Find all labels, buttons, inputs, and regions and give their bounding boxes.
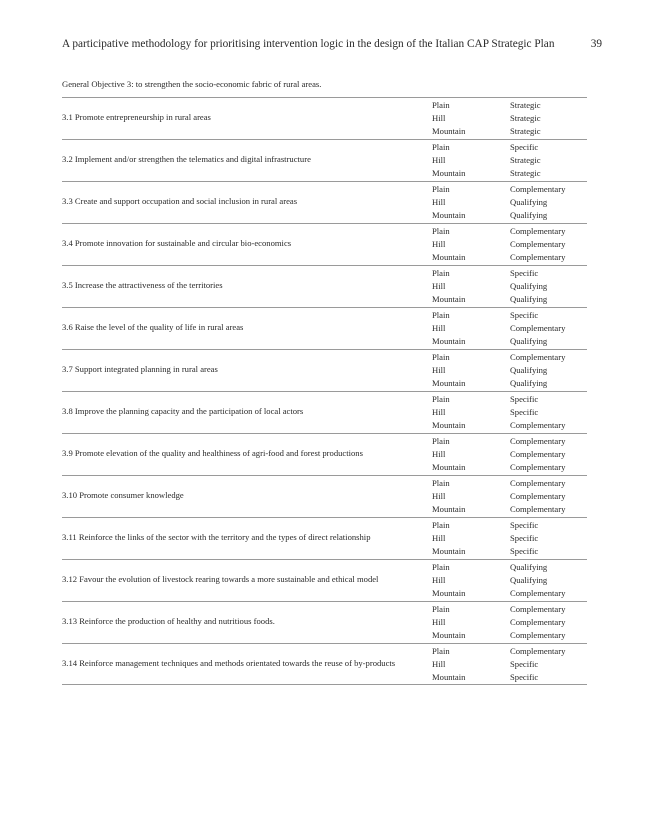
priority-level-cell: Specific [510, 310, 539, 320]
priority-level-cell: Specific [510, 659, 539, 669]
area-cell: Mountain [432, 294, 466, 304]
priority-level-cell: Complementary [510, 420, 566, 430]
area-cell: Mountain [432, 504, 466, 514]
specific-objective-cell: 3.10 Promote consumer knowledge [62, 490, 184, 500]
priority-level-cell: Complementary [510, 436, 566, 446]
priority-level-cell: Strategic [510, 100, 541, 110]
page-number: 39 [590, 38, 602, 50]
area-cell: Plain [432, 478, 450, 488]
area-cell: Plain [432, 100, 450, 110]
area-cell: Plain [432, 520, 450, 530]
area-cell: Plain [432, 352, 450, 362]
priority-level-cell: Specific [510, 268, 539, 278]
priority-level-cell: Qualifying [510, 365, 548, 375]
priority-level-cell: Specific [510, 407, 539, 417]
priority-level-cell: Specific [510, 142, 539, 152]
table-row [62, 643, 587, 685]
specific-objective-cell: 3.1 Promote entrepreneurship in rural areas [62, 112, 211, 122]
priority-level-cell: Complementary [510, 617, 566, 627]
priority-level-cell: Specific [510, 546, 539, 556]
table-row [62, 181, 587, 223]
table-row [62, 139, 587, 181]
priority-level-cell: Qualifying [510, 281, 548, 291]
area-cell: Mountain [432, 210, 466, 220]
priority-level-cell: Specific [510, 672, 539, 682]
priority-level-cell: Specific [510, 520, 539, 530]
priority-level-cell: Complementary [510, 462, 566, 472]
priority-level-cell: Complementary [510, 449, 566, 459]
specific-objective-cell: 3.14 Reinforce management techniques and methods orientated towards the reuse of by-products [62, 658, 396, 668]
specific-objective-cell: 3.13 Reinforce the production of healthy and nutritious foods. [62, 616, 275, 626]
area-cell: Hill [432, 575, 446, 585]
area-cell: Mountain [432, 462, 466, 472]
specific-objective-cell: 3.12 Favour the evolution of livestock rearing towards a more sustainable and ethical model [62, 574, 379, 584]
table-row [62, 433, 587, 475]
priority-level-cell: Strategic [510, 126, 541, 136]
priority-level-cell: Qualifying [510, 294, 548, 304]
area-cell: Hill [432, 281, 446, 291]
area-cell: Mountain [432, 672, 466, 682]
table-row [62, 475, 587, 517]
specific-objective-cell: 3.4 Promote innovation for sustainable and circular bio-economics [62, 238, 292, 248]
area-cell: Mountain [432, 126, 466, 136]
objectives-table [62, 97, 587, 685]
table-row [62, 223, 587, 265]
priority-level-cell: Qualifying [510, 197, 548, 207]
priority-level-cell: Complementary [510, 630, 566, 640]
priority-level-cell: Complementary [510, 352, 566, 362]
specific-objective-cell: 3.5 Increase the attractiveness of the territories [62, 280, 223, 290]
priority-level-cell: Qualifying [510, 562, 548, 572]
area-cell: Mountain [432, 588, 466, 598]
area-cell: Plain [432, 268, 450, 278]
priority-level-cell: Complementary [510, 491, 566, 501]
area-cell: Plain [432, 604, 450, 614]
table-row [62, 307, 587, 349]
priority-level-cell: Complementary [510, 588, 566, 598]
area-cell: Mountain [432, 378, 466, 388]
running-title: A participative methodology for prioritising intervention logic in the design of the Italian CAP Strategic Plan [62, 38, 555, 50]
table-row [62, 349, 587, 391]
area-cell: Plain [432, 184, 450, 194]
table-row [62, 391, 587, 433]
area-cell: Hill [432, 533, 446, 543]
area-cell: Plain [432, 436, 450, 446]
priority-level-cell: Qualifying [510, 378, 548, 388]
area-cell: Hill [432, 617, 446, 627]
priority-level-cell: Complementary [510, 646, 566, 656]
area-cell: Mountain [432, 546, 466, 556]
specific-objective-cell: 3.6 Raise the level of the quality of life in rural areas [62, 322, 244, 332]
priority-level-cell: Strategic [510, 168, 541, 178]
table-row [62, 517, 587, 559]
table-caption: General Objective 3: to strengthen the socio-economic fabric of rural areas. [62, 79, 322, 89]
area-cell: Plain [432, 394, 450, 404]
specific-objective-cell: 3.2 Implement and/or strengthen the telematics and digital infrastructure [62, 154, 311, 164]
area-cell: Plain [432, 226, 450, 236]
priority-level-cell: Complementary [510, 478, 566, 488]
area-cell: Mountain [432, 630, 466, 640]
table-row [62, 265, 587, 307]
priority-level-cell: Specific [510, 533, 539, 543]
table-row [62, 601, 587, 643]
area-cell: Hill [432, 491, 446, 501]
specific-objective-cell: 3.7 Support integrated planning in rural areas [62, 364, 218, 374]
area-cell: Hill [432, 113, 446, 123]
area-cell: Hill [432, 659, 446, 669]
area-cell: Plain [432, 562, 450, 572]
area-cell: Mountain [432, 336, 466, 346]
priority-level-cell: Complementary [510, 252, 566, 262]
priority-level-cell: Qualifying [510, 336, 548, 346]
priority-level-cell: Qualifying [510, 210, 548, 220]
area-cell: Plain [432, 142, 450, 152]
priority-level-cell: Specific [510, 394, 539, 404]
priority-level-cell: Complementary [510, 504, 566, 514]
area-cell: Hill [432, 323, 446, 333]
table-row [62, 97, 587, 139]
specific-objective-cell: 3.9 Promote elevation of the quality and healthiness of agri-food and forest productions [62, 448, 363, 458]
priority-level-cell: Complementary [510, 184, 566, 194]
area-cell: Hill [432, 365, 446, 375]
area-cell: Mountain [432, 168, 466, 178]
priority-level-cell: Strategic [510, 155, 541, 165]
area-cell: Hill [432, 239, 446, 249]
page-header [62, 38, 602, 54]
table-row [62, 559, 587, 601]
priority-level-cell: Qualifying [510, 575, 548, 585]
area-cell: Hill [432, 197, 446, 207]
priority-level-cell: Strategic [510, 113, 541, 123]
specific-objective-cell: 3.11 Reinforce the links of the sector with the territory and the types of direct relationship [62, 532, 371, 542]
area-cell: Mountain [432, 420, 466, 430]
area-cell: Hill [432, 407, 446, 417]
area-cell: Mountain [432, 252, 466, 262]
specific-objective-cell: 3.3 Create and support occupation and social inclusion in rural areas [62, 196, 298, 206]
priority-level-cell: Complementary [510, 604, 566, 614]
area-cell: Plain [432, 646, 450, 656]
area-cell: Plain [432, 310, 450, 320]
area-cell: Hill [432, 449, 446, 459]
priority-level-cell: Complementary [510, 323, 566, 333]
specific-objective-cell: 3.8 Improve the planning capacity and the participation of local actors [62, 406, 304, 416]
priority-level-cell: Complementary [510, 239, 566, 249]
priority-level-cell: Complementary [510, 226, 566, 236]
area-cell: Hill [432, 155, 446, 165]
